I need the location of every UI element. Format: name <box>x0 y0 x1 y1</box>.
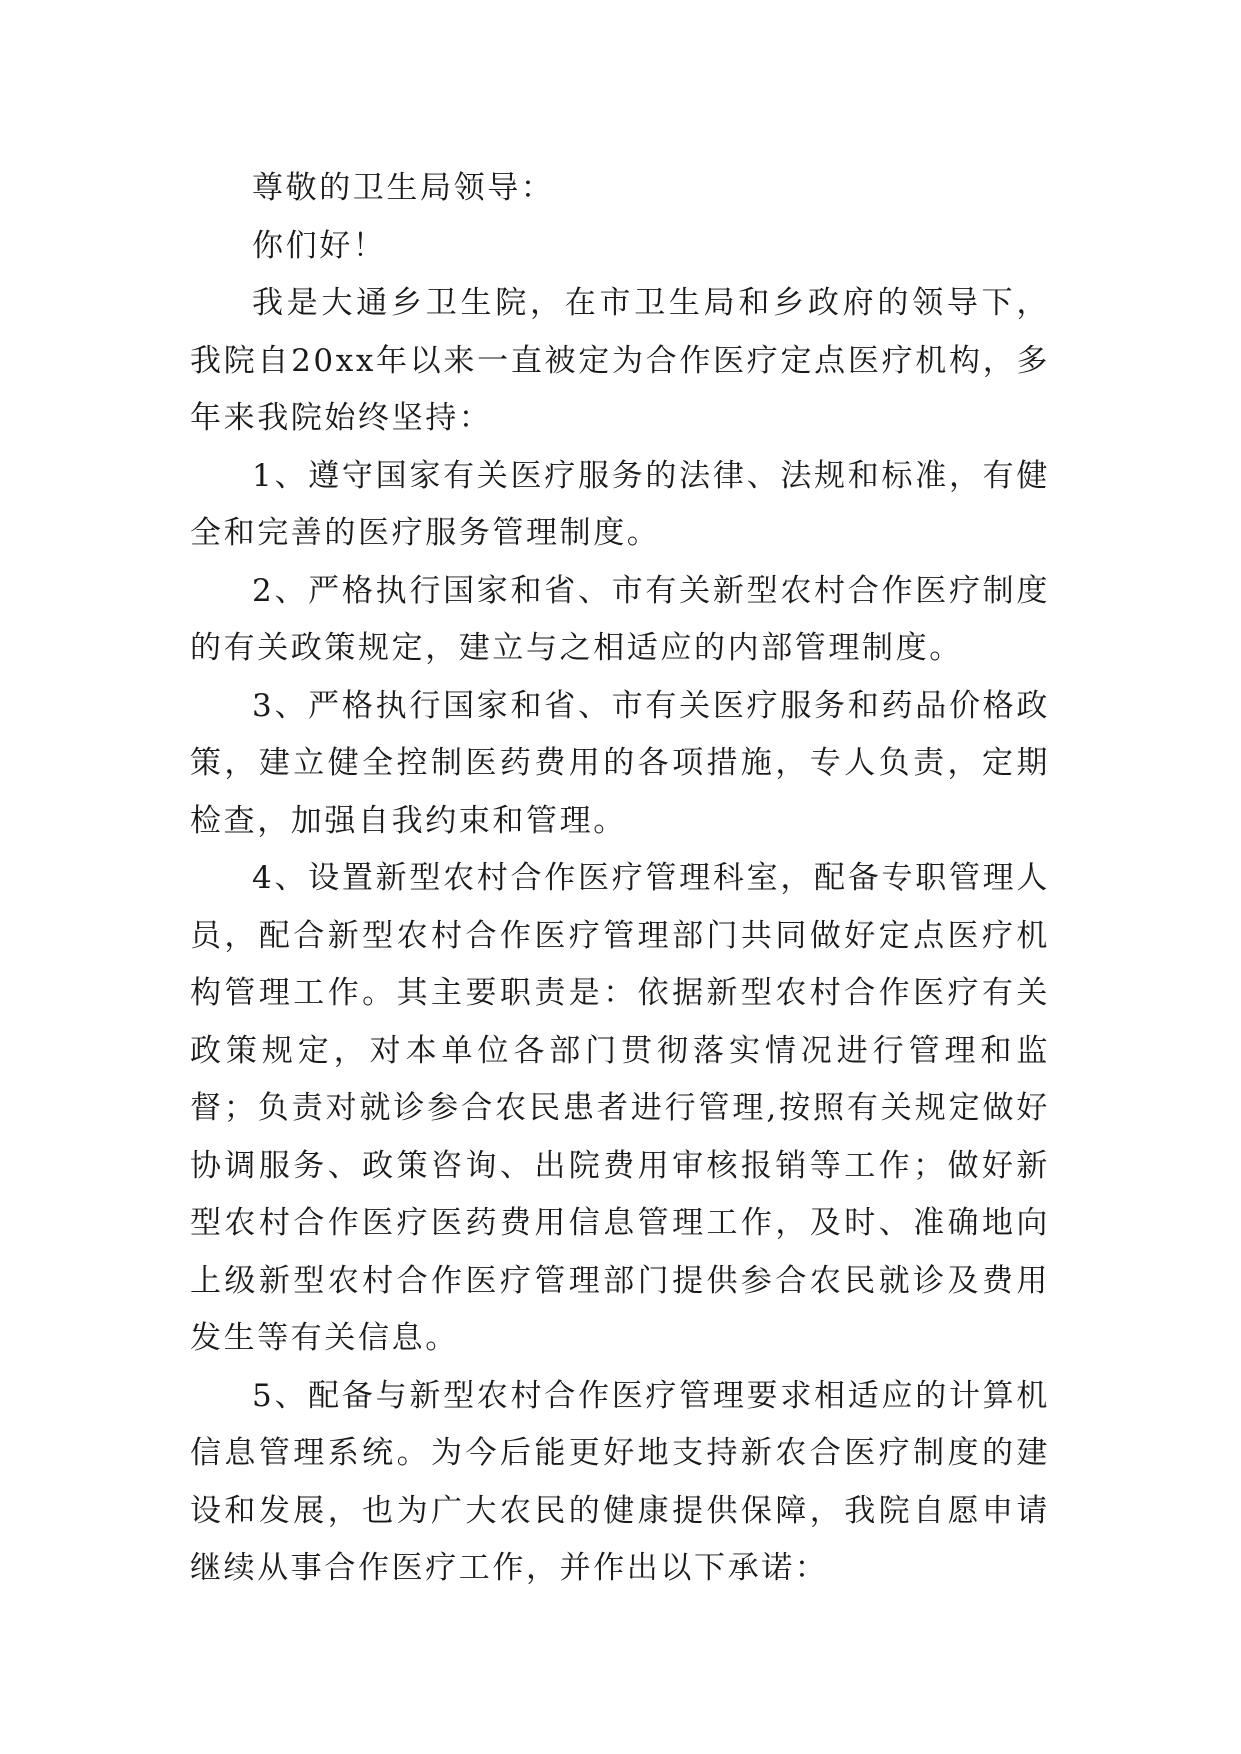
item-paragraph-2: 2、严格执行国家和省、市有关新型农村合作医疗制度的有关政策规定，建立与之相适应的内部管理制度。 <box>190 572 1050 666</box>
greeting: 你们好！ <box>252 227 387 264</box>
item-paragraph-1: 1、遵守国家有关医疗服务的法律、法规和标准，有健全和完善的医疗服务管理制度。 <box>190 457 1050 551</box>
item-paragraph-3: 3、严格执行国家和省、市有关医疗服务和药品价格政策，建立健全控制医药费用的各项措施，专人负责，定期检查，加强自我约束和管理。 <box>190 687 1050 839</box>
item-paragraph-5: 5、配备与新型农村合作医疗管理要求相适应的计算机信息管理系统。为今后能更好地支持新农合医疗制度的建设和发展，也为广大农民的健康提供保障，我院自愿申请继续从事合作医疗工作，并作出以下承诺： <box>190 1377 1050 1586</box>
letter-body <box>190 160 1050 1598</box>
salutation: 尊敬的卫生局领导： <box>252 170 555 206</box>
item-paragraph-4: 4、设置新型农村合作医疗管理科室，配备专职管理人员，配合新型农村合作医疗管理部门共同做好定点医疗机构管理工作。其主要职责是：依据新型农村合作医疗有关政策规定，对本单位各部门贯彻落实情况进行管理和监督；负责对就诊参合农民患者进行管理,按照有关规定做好协调服务、政策咨询、出院费用审核报销等工作；做好新型农村合作医疗医药费用信息管理工作，及时、准确地向上级新型农村合作医疗管理部门提供参合农民就诊及费用发生等有关信息。 <box>190 860 1050 1356</box>
intro-paragraph: 我是大通乡卫生院，在市卫生局和乡政府的领导下，我院自20xx年以来一直被定为合作医疗定点医疗机构，多年来我院始终坚持： <box>190 285 1051 436</box>
